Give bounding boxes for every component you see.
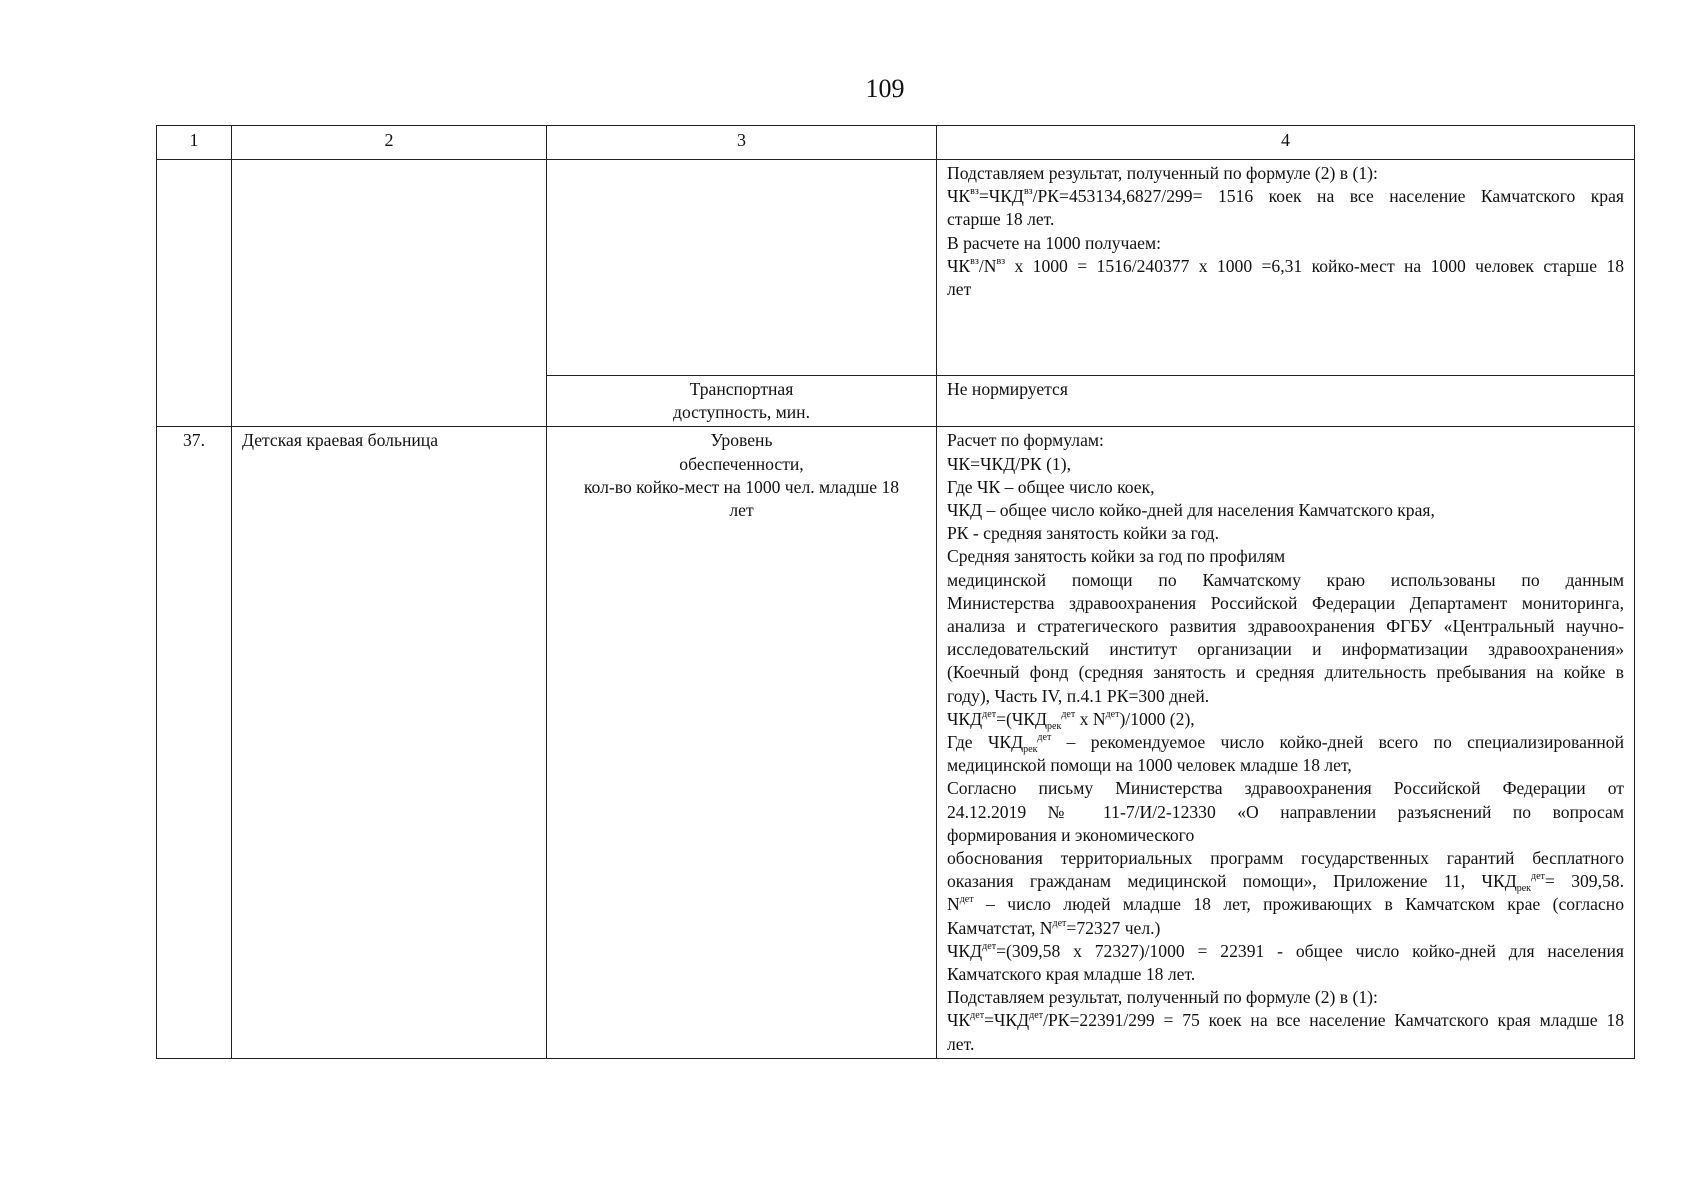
header-col-2: 2 bbox=[232, 126, 547, 160]
row-number: 37. bbox=[157, 427, 232, 1058]
header-col-4: 4 bbox=[937, 126, 1635, 160]
header-col-1: 1 bbox=[157, 126, 232, 160]
calculation-cell: Расчет по формулам: ЧК=ЧКД/РК (1), Где ЧК – общее число коек, ЧКД – общее число койко-дней для населения Камчатского края, РК - средняя занятость койки за год. Средняя занятость койки за год по профилям медицинской помощи по Камчатскому краю использованы по данным Министерства здравоохранения Российской Федерации Департамент мониторинга, анализа и стратегического развития здравоохранения ФГБУ «Центральный научно- исследовательский институт организации и информатизации здравоохранения» (Коечный фонд (средняя занятость и средняя длительность пребывания на койке в году), Часть IV, п.4.1 РК=300 дней. $ЧКД^{дет}=(ЧКД_{рек}^{дет}$ х $N^{дет})/1000$ (2), Где $ЧКД_{рек}^{дет}$ – рекомендуемое число койко-дней всего по специализированной медицинской помощи на 1000 человек младше 18 лет, Согласно письму Министерства здравоохранения Российской Федерации от 24.12.2019 № 11-7/И/2-12330 «О направлении разъяснений по вопросам формирования и экономического обоснования территориальных программ государственных гарантий бесплатного оказания гражданам медицинской помощи», Приложение 11, $ЧКД_{рек}^{дет}= 309,58$. $N^{дет}$ – число людей младше 18 лет, проживающих в Камчатском крае (согласно Камчатстат, $N^{дет}=72327$ чел.) $ЧКД^{дет}=(309,58$ х 72327)/1000 = 22391 - общее число койко-дней для населения Камчатского края младше 18 лет. Подставляем результат, полученный по формуле (2) в (1): $ЧК^{дет}=ЧКД^{дет}/РК=22391/299 = 75$ коек на все население Камчатского края младше 18 лет. bbox=[937, 427, 1635, 1058]
header-col-3: 3 bbox=[547, 126, 937, 160]
facility-name-cell-empty bbox=[232, 160, 547, 427]
formula-line: $N^{дет}$ – число людей младше 18 лет, проживающих в Камчатском крае (согласно bbox=[947, 894, 1624, 915]
table-row bbox=[157, 427, 1635, 1058]
calc-line: лет bbox=[947, 279, 972, 300]
document-table bbox=[156, 125, 1635, 1059]
indicator-cell-empty bbox=[547, 160, 937, 376]
calc-line: $ЧК^{вз}=ЧКД^{вз}/РК=453134,6827/299= 1516$ коек на все население Камчатского края bbox=[947, 186, 1624, 207]
formula-line: $ЧКД^{дет}=(309,58$ х 72327)/1000 = 22391 - общее число койко-дней для населения bbox=[947, 940, 1624, 961]
page-number: 109 bbox=[865, 74, 905, 103]
calc-line: Подставляем результат, полученный по формуле (2) в (1): bbox=[947, 163, 1378, 183]
indicator-cell: Уровень обеспеченности, кол-во койко-мест на 1000 чел. младше 18 лет bbox=[547, 427, 937, 1058]
calc-line: $ЧК^{вз}/N^{вз}$ х 1000 = 1516/240377 х 1000 =6,31 койко-мест на 1000 человек старше 18 bbox=[947, 255, 1624, 276]
formula-line: Где $ЧКД_{рек}^{дет}$ – рекомендуемое число койко-дней всего по специализированной bbox=[947, 732, 1624, 756]
facility-name: Детская краевая больница bbox=[232, 427, 547, 1058]
table-row bbox=[157, 160, 1635, 376]
not-regulated-cell: Не нормируется bbox=[937, 376, 1635, 427]
calculation-cell bbox=[937, 160, 1635, 376]
calc-line: В расчете на 1000 получаем: bbox=[947, 232, 1162, 253]
row-number-cell-empty bbox=[157, 160, 232, 427]
formula-line: $ЧК^{дет}=ЧКД^{дет}/РК=22391/299 = 75$ коек на все население Камчатского края младше 18 bbox=[947, 1010, 1624, 1031]
formula-line: оказания гражданам медицинской помощи», Приложение 11, $ЧКД_{рек}^{дет}= 309,58$. bbox=[947, 871, 1624, 895]
transport-indicator-cell: Транспортная доступность, мин. bbox=[547, 376, 937, 427]
formula-line: Камчатстат, $N^{дет}=72327$ чел.) bbox=[947, 917, 1161, 938]
calc-line: старше 18 лет. bbox=[947, 209, 1055, 230]
formula-line: $ЧКД^{дет}=(ЧКД_{рек}^{дет}$ х $N^{дет})/1000$ (2), bbox=[947, 708, 1195, 732]
table-header-row bbox=[157, 126, 1635, 160]
